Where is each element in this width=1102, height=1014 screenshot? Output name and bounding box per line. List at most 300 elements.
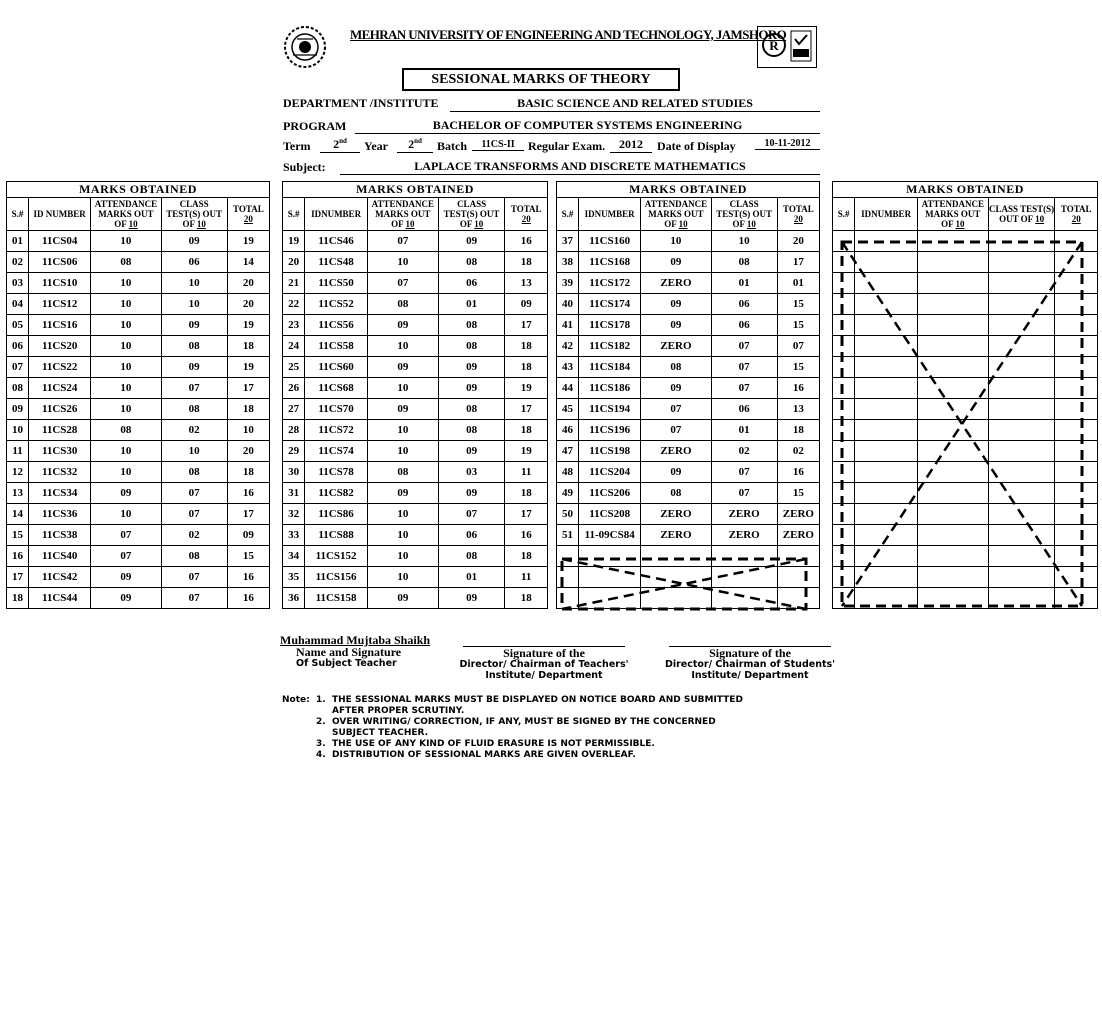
serial-cell: 06 [7, 336, 29, 357]
serial-cell: 08 [7, 378, 29, 399]
class-test-cell: 07 [161, 483, 227, 504]
attendance-cell: 10 [367, 567, 438, 588]
total-cell: 20 [227, 441, 269, 462]
class-test-cell: 07 [711, 357, 777, 378]
total-header: TOTAL 20 [227, 198, 269, 231]
id-number-cell: 11CS68 [305, 378, 368, 399]
total-cell: 18 [505, 336, 548, 357]
serial-cell: 17 [7, 567, 29, 588]
serial-cell: 23 [283, 315, 305, 336]
table-row [557, 399, 820, 420]
attendance-cell: 09 [641, 252, 711, 273]
class-test-cell: 07 [711, 483, 777, 504]
total-cell: 18 [505, 420, 548, 441]
note-4-number: 4. [316, 750, 326, 760]
serial-cell: 33 [283, 525, 305, 546]
id-number-cell: 11CS26 [29, 399, 91, 420]
class-test-cell: 08 [438, 546, 505, 567]
id-number-cell: 11CS36 [29, 504, 91, 525]
table-row [283, 420, 548, 441]
serial-cell: 01 [7, 231, 29, 252]
class-test-cell: 10 [161, 294, 227, 315]
class-test-cell: 06 [438, 273, 505, 294]
serial-cell: 16 [7, 546, 29, 567]
marks-table-1 [6, 181, 270, 609]
note-2-text-cont: SUBJECT TEACHER. [332, 728, 429, 738]
attendance-header: ATTENDANCE MARKS OUT OF 10 [641, 198, 711, 231]
marks-table-3 [556, 181, 820, 609]
table-row [283, 567, 548, 588]
attendance-cell: 10 [91, 315, 161, 336]
total-cell: 13 [777, 399, 819, 420]
attendance-header: ATTENDANCE MARKS OUT OF 10 [367, 198, 438, 231]
serial-cell: 32 [283, 504, 305, 525]
program-value: BACHELOR OF COMPUTER SYSTEMS ENGINEERING [355, 118, 820, 134]
serial-cell: 37 [557, 231, 579, 252]
serial-cell: 13 [7, 483, 29, 504]
attendance-cell: 10 [367, 420, 438, 441]
table-row [7, 546, 270, 567]
total-cell: 17 [505, 504, 548, 525]
marks-obtained-heading: MARKS OBTAINED [7, 182, 270, 198]
teachers-director-signature-block [458, 636, 630, 681]
table-row [283, 378, 548, 399]
attendance-cell: 09 [641, 294, 711, 315]
total-cell: ZERO [777, 504, 819, 525]
certification-logo [757, 26, 817, 68]
table-row [557, 378, 820, 399]
total-cell: 18 [777, 420, 819, 441]
serial-cell: 10 [7, 420, 29, 441]
class-test-cell: 09 [438, 231, 505, 252]
class-test-cell: 07 [161, 567, 227, 588]
class-test-cell: 01 [711, 420, 777, 441]
table-row [283, 231, 548, 252]
class-test-cell: 07 [711, 378, 777, 399]
sig2-line1: Director/ Chairman of Teachers' [459, 659, 629, 670]
serial-cell: 14 [7, 504, 29, 525]
table-row [7, 252, 270, 273]
attendance-cell: 07 [641, 420, 711, 441]
note-3-text: THE USE OF ANY KIND OF FLUID ERASURE IS NOT PERMISSIBLE. [332, 739, 655, 749]
table-row [7, 588, 270, 609]
serial-cell: 05 [7, 315, 29, 336]
id-number-cell: 11CS86 [305, 504, 368, 525]
serial-cell: 44 [557, 378, 579, 399]
teacher-name: Muhammad Mujtaba Shaikh [280, 633, 431, 647]
total-cell: 18 [505, 483, 548, 504]
id-number-cell: 11CS174 [579, 294, 641, 315]
class-test-cell: 08 [438, 252, 505, 273]
table-row [557, 462, 820, 483]
class-test-cell: 09 [438, 357, 505, 378]
id-number-cell: 11CS196 [579, 420, 641, 441]
id-number-cell: 11CS194 [579, 399, 641, 420]
class-test-cell: 10 [711, 231, 777, 252]
note-3-number: 3. [316, 739, 326, 749]
id-number-cell: 11CS24 [29, 378, 91, 399]
regular-exam-label: Regular Exam. [528, 139, 606, 153]
id-number-cell: 11CS52 [305, 294, 368, 315]
id-number-cell: 11CS28 [29, 420, 91, 441]
total-cell: 15 [777, 315, 819, 336]
serial-cell: 21 [283, 273, 305, 294]
serial-cell: 30 [283, 462, 305, 483]
id-number-cell: 11-09CS84 [579, 525, 641, 546]
total-cell: 15 [777, 483, 819, 504]
table-row [7, 441, 270, 462]
class-test-header: CLASS TEST(S) OUT OF 10 [161, 198, 227, 231]
serial-header: S.# [283, 198, 305, 231]
attendance-cell: 10 [91, 357, 161, 378]
attendance-cell: 09 [91, 567, 161, 588]
total-cell: 17 [505, 399, 548, 420]
total-cell: 16 [227, 483, 269, 504]
serial-cell: 11 [7, 441, 29, 462]
notes-label: Note: [282, 695, 310, 705]
students-director-signature-block [664, 636, 836, 681]
class-test-header: CLASS TEST(S) OUT OF 10 [438, 198, 505, 231]
serial-cell: 22 [283, 294, 305, 315]
table-row [7, 504, 270, 525]
class-test-cell: 01 [438, 294, 505, 315]
total-cell: 17 [227, 378, 269, 399]
form-title: SESSIONAL MARKS OF THEORY [402, 68, 680, 91]
class-test-header: CLASS TEST(S) OUT OF 10 [711, 198, 777, 231]
attendance-cell: 10 [91, 378, 161, 399]
class-test-cell: 06 [161, 252, 227, 273]
serial-cell: 35 [283, 567, 305, 588]
attendance-cell: 07 [367, 273, 438, 294]
id-number-cell: 11CS208 [579, 504, 641, 525]
table-row [7, 294, 270, 315]
class-test-cell: 09 [438, 378, 505, 399]
table-row [557, 315, 820, 336]
total-cell: 19 [227, 315, 269, 336]
serial-cell: 50 [557, 504, 579, 525]
total-header: TOTAL 20 [505, 198, 548, 231]
id-number-cell: 11CS06 [29, 252, 91, 273]
attendance-cell: 08 [641, 483, 711, 504]
serial-cell: 46 [557, 420, 579, 441]
total-cell: 18 [505, 546, 548, 567]
total-cell: 16 [777, 378, 819, 399]
attendance-cell: 09 [367, 588, 438, 609]
table-row [283, 504, 548, 525]
serial-cell: 43 [557, 357, 579, 378]
attendance-cell: 08 [91, 420, 161, 441]
svg-text:R: R [769, 38, 779, 53]
total-cell: 14 [227, 252, 269, 273]
attendance-cell: 09 [91, 483, 161, 504]
class-test-cell: 09 [161, 315, 227, 336]
table-row [7, 399, 270, 420]
id-number-cell: 11CS50 [305, 273, 368, 294]
attendance-cell: ZERO [641, 441, 711, 462]
table-row [283, 399, 548, 420]
department-value: BASIC SCIENCE AND RELATED STUDIES [450, 96, 820, 112]
class-test-cell: 09 [161, 357, 227, 378]
university-seal-logo [283, 25, 327, 69]
class-test-cell: 06 [711, 315, 777, 336]
table-row [557, 483, 820, 504]
attendance-cell: 10 [367, 336, 438, 357]
total-cell: 11 [505, 567, 548, 588]
attendance-cell: 10 [367, 504, 438, 525]
total-cell: 20 [227, 294, 269, 315]
serial-cell: 15 [7, 525, 29, 546]
attendance-cell: 10 [367, 252, 438, 273]
year-label: Year [364, 139, 388, 153]
table-row [7, 567, 270, 588]
serial-header: S.# [7, 198, 29, 231]
table-row [557, 336, 820, 357]
batch-value: 11CS-II [472, 139, 524, 151]
total-cell: 18 [505, 252, 548, 273]
total-cell: 16 [777, 462, 819, 483]
total-cell: 18 [505, 588, 548, 609]
class-test-cell: 08 [161, 399, 227, 420]
id-number-cell: 11CS72 [305, 420, 368, 441]
id-number-cell: 11CS160 [579, 231, 641, 252]
attendance-cell: 10 [91, 462, 161, 483]
attendance-cell: ZERO [641, 504, 711, 525]
table-row [557, 231, 820, 252]
total-cell: 15 [777, 357, 819, 378]
note-1-text: THE SESSIONAL MARKS MUST BE DISPLAYED ON NOTICE BOARD AND SUBMITTED [332, 695, 743, 705]
serial-cell: 28 [283, 420, 305, 441]
table-row [283, 588, 548, 609]
attendance-cell: 08 [367, 462, 438, 483]
id-number-header: IDNUMBER [855, 198, 918, 231]
table-row [7, 273, 270, 294]
class-test-cell: 07 [161, 378, 227, 399]
table-row [7, 315, 270, 336]
id-number-cell: 11CS88 [305, 525, 368, 546]
class-test-cell: 08 [438, 399, 505, 420]
total-cell: 19 [505, 441, 548, 462]
table-row [283, 525, 548, 546]
class-test-cell: 02 [161, 525, 227, 546]
department-label: DEPARTMENT /INSTITUTE [283, 96, 439, 110]
attendance-cell: 07 [641, 399, 711, 420]
sig2-line2: Institute/ Department [485, 670, 603, 681]
class-test-cell: 06 [438, 525, 505, 546]
id-number-cell: 11CS158 [305, 588, 368, 609]
table-row [7, 336, 270, 357]
regular-exam-value: 2012 [610, 137, 652, 153]
note-4-text: DISTRIBUTION OF SESSIONAL MARKS ARE GIVEN OVERLEAF. [332, 750, 636, 760]
term-value: 2nd [320, 137, 360, 153]
attendance-cell: 09 [367, 483, 438, 504]
batch-label: Batch [437, 139, 467, 153]
class-test-cell: 09 [438, 483, 505, 504]
class-test-cell: 01 [711, 273, 777, 294]
id-number-cell: 11CS74 [305, 441, 368, 462]
year-value: 2nd [397, 137, 433, 153]
serial-cell: 12 [7, 462, 29, 483]
id-number-cell: 11CS40 [29, 546, 91, 567]
total-cell: 20 [777, 231, 819, 252]
university-name: MEHRAN UNIVERSITY OF ENGINEERING AND TECHNOLOGY, JAMSHORO [350, 27, 787, 42]
attendance-cell: 07 [91, 546, 161, 567]
program-label: PROGRAM [283, 119, 347, 133]
serial-cell: 42 [557, 336, 579, 357]
marks-obtained-heading: MARKS OBTAINED [833, 182, 1098, 198]
serial-cell: 24 [283, 336, 305, 357]
marks-table-2 [282, 181, 548, 609]
total-cell: 09 [505, 294, 548, 315]
class-test-cell: 06 [711, 399, 777, 420]
table-row [283, 462, 548, 483]
class-test-cell: 02 [711, 441, 777, 462]
total-cell: 16 [227, 567, 269, 588]
total-cell: 19 [227, 231, 269, 252]
attendance-cell: 10 [367, 441, 438, 462]
id-number-cell: 11CS42 [29, 567, 91, 588]
attendance-cell: 08 [641, 357, 711, 378]
teacher-signature-block [280, 634, 440, 669]
id-number-header: IDNUMBER [305, 198, 368, 231]
id-number-cell: 11CS04 [29, 231, 91, 252]
class-test-cell: 10 [161, 441, 227, 462]
total-cell: 19 [505, 378, 548, 399]
total-cell: 18 [227, 399, 269, 420]
class-test-cell: 07 [711, 336, 777, 357]
table-row [557, 525, 820, 546]
attendance-cell: 09 [367, 315, 438, 336]
sig3-line2: Institute/ Department [691, 670, 809, 681]
id-number-cell: 11CS198 [579, 441, 641, 462]
sig2-title: Signature of the [503, 646, 585, 660]
table-row [283, 294, 548, 315]
id-number-cell: 11CS82 [305, 483, 368, 504]
serial-cell: 04 [7, 294, 29, 315]
attendance-cell: ZERO [641, 525, 711, 546]
subject-value: LAPLACE TRANSFORMS AND DISCRETE MATHEMATICS [340, 159, 820, 175]
attendance-cell: 09 [641, 462, 711, 483]
attendance-cell: 10 [641, 231, 711, 252]
serial-cell: 45 [557, 399, 579, 420]
cancel-cross-small [556, 555, 820, 613]
table-row [557, 504, 820, 525]
attendance-cell: 10 [91, 399, 161, 420]
attendance-cell: 10 [91, 294, 161, 315]
id-number-cell: 11CS10 [29, 273, 91, 294]
serial-cell: 03 [7, 273, 29, 294]
attendance-cell: 10 [91, 504, 161, 525]
id-number-cell: 11CS46 [305, 231, 368, 252]
total-cell: 10 [227, 420, 269, 441]
total-cell: ZERO [777, 525, 819, 546]
date-of-display-label: Date of Display [657, 139, 736, 153]
table-row [557, 273, 820, 294]
id-number-cell: 11CS182 [579, 336, 641, 357]
serial-cell: 20 [283, 252, 305, 273]
id-number-cell: 11CS204 [579, 462, 641, 483]
class-test-cell: 07 [161, 504, 227, 525]
attendance-cell: 09 [641, 378, 711, 399]
class-test-cell: 09 [161, 231, 227, 252]
attendance-header: ATTENDANCE MARKS OUT OF 10 [91, 198, 161, 231]
class-test-cell: 08 [438, 420, 505, 441]
id-number-cell: 11CS186 [579, 378, 641, 399]
id-number-cell: 11CS38 [29, 525, 91, 546]
id-number-cell: 11CS20 [29, 336, 91, 357]
serial-cell: 02 [7, 252, 29, 273]
class-test-cell: 09 [438, 441, 505, 462]
id-number-cell: 11CS44 [29, 588, 91, 609]
total-cell: 15 [777, 294, 819, 315]
cancel-cross-large [832, 236, 1098, 612]
table-row [557, 252, 820, 273]
id-number-header: IDNUMBER [579, 198, 641, 231]
total-cell: 09 [227, 525, 269, 546]
table-row [283, 336, 548, 357]
class-test-cell: 08 [161, 336, 227, 357]
attendance-cell: 09 [367, 357, 438, 378]
class-test-cell: 06 [711, 294, 777, 315]
total-cell: 18 [227, 462, 269, 483]
table-row [283, 315, 548, 336]
total-header: TOTAL 20 [777, 198, 819, 231]
sig3-title: Signature of the [709, 646, 791, 660]
table-row [283, 357, 548, 378]
teacher-sig-line1: Name and Signature [296, 645, 402, 659]
id-number-cell: 11CS206 [579, 483, 641, 504]
table-row [7, 357, 270, 378]
id-number-cell: 11CS58 [305, 336, 368, 357]
attendance-cell: 09 [91, 588, 161, 609]
total-cell: 13 [505, 273, 548, 294]
table-row [283, 483, 548, 504]
table-row [557, 441, 820, 462]
total-cell: 01 [777, 273, 819, 294]
serial-cell: 34 [283, 546, 305, 567]
note-1-number: 1. [316, 695, 326, 705]
class-test-cell: 09 [438, 588, 505, 609]
table-row [283, 546, 548, 567]
id-number-cell: 11CS34 [29, 483, 91, 504]
serial-cell: 41 [557, 315, 579, 336]
id-number-cell: 11CS16 [29, 315, 91, 336]
class-test-cell: 03 [438, 462, 505, 483]
total-cell: 11 [505, 462, 548, 483]
total-header: TOTAL 20 [1055, 198, 1098, 231]
class-test-cell: 07 [438, 504, 505, 525]
total-cell: 18 [505, 357, 548, 378]
marks-obtained-heading: MARKS OBTAINED [283, 182, 548, 198]
total-cell: 15 [227, 546, 269, 567]
serial-cell: 39 [557, 273, 579, 294]
id-number-cell: 11CS60 [305, 357, 368, 378]
id-number-cell: 11CS12 [29, 294, 91, 315]
table-row [7, 462, 270, 483]
serial-cell: 09 [7, 399, 29, 420]
class-test-cell: 01 [438, 567, 505, 588]
serial-cell: 31 [283, 483, 305, 504]
attendance-cell: 09 [367, 399, 438, 420]
total-cell: 16 [227, 588, 269, 609]
table-row [283, 273, 548, 294]
serial-cell: 40 [557, 294, 579, 315]
attendance-header: ATTENDANCE MARKS OUT OF 10 [917, 198, 988, 231]
attendance-cell: ZERO [641, 336, 711, 357]
attendance-cell: 08 [91, 252, 161, 273]
class-test-cell: ZERO [711, 504, 777, 525]
attendance-cell: 10 [367, 525, 438, 546]
notes-block [282, 695, 743, 761]
